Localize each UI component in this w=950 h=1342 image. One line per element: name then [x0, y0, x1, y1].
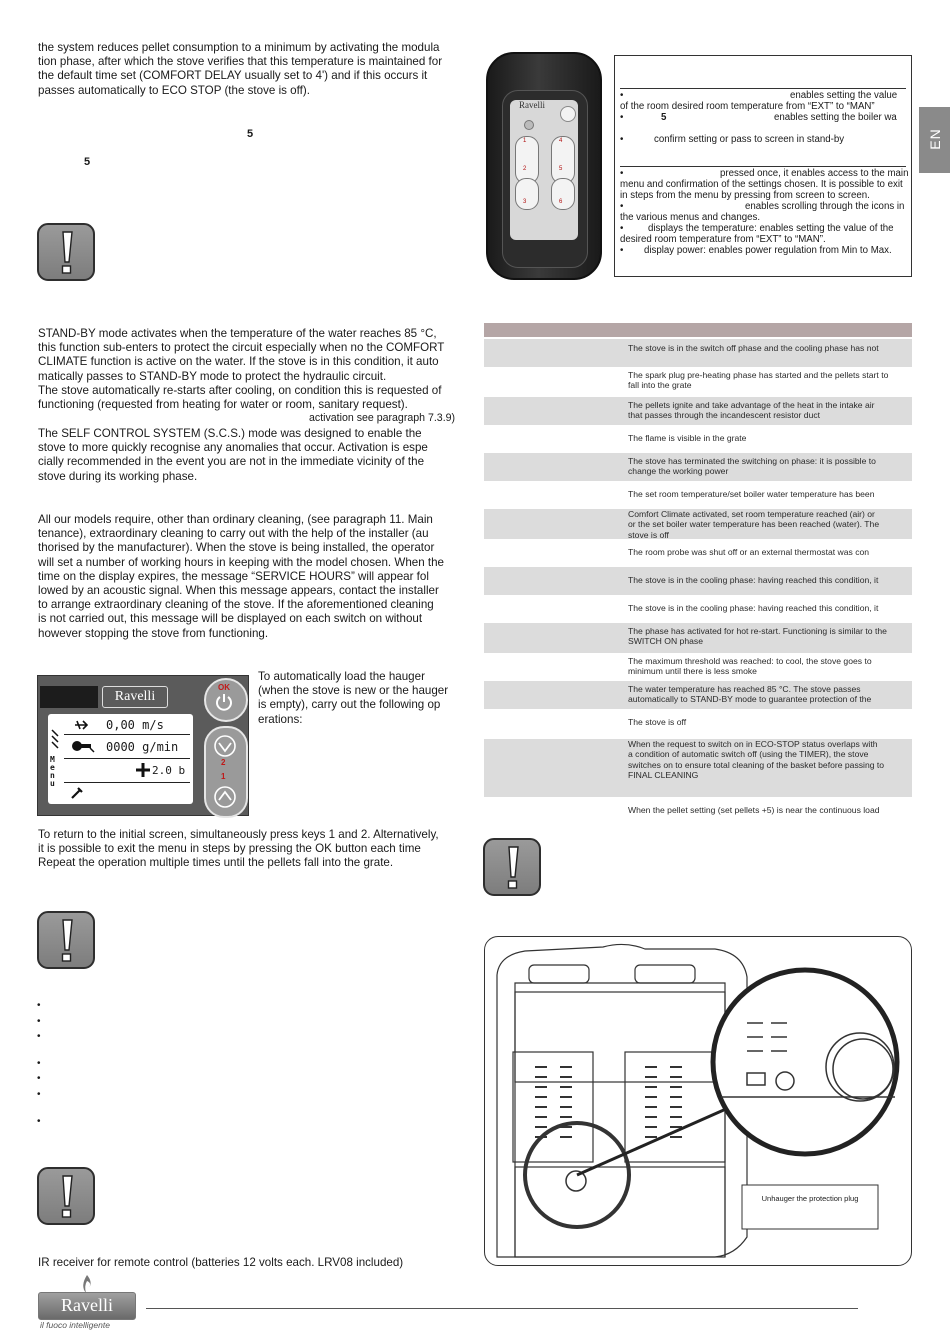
warning-icon [37, 1167, 95, 1225]
text-line: cially recommended in the event you are not in the immediate vicinity of the [38, 455, 425, 469]
hauger-paragraph [258, 670, 466, 727]
status-description [628, 343, 912, 353]
text-line: The pellets ignite and take advantage of the heat in the intake air [628, 400, 875, 410]
remote-key-right-upper[interactable] [551, 136, 575, 184]
stove-rear-figure [484, 936, 912, 1266]
text-line: The stove is in the switch off phase and the cooling phase has not [628, 343, 879, 353]
table-row [484, 567, 912, 595]
status-description [628, 433, 912, 443]
up-key-icon[interactable] [214, 786, 236, 808]
scs-activation-note: activation see paragraph 7.3.9) [309, 412, 456, 424]
menu-label: M e n u [50, 755, 55, 788]
bullet: • [37, 1000, 41, 1011]
remote-control-image: Ravelli 1 4 2 5 3 6 [486, 52, 602, 280]
key-reference: 5 [84, 156, 91, 168]
text-line: stove during its working phase. [38, 469, 198, 483]
text-line: The water temperature has reached 85 °C. The stove passes [628, 684, 861, 694]
service-hours-paragraph [38, 513, 466, 641]
control-panel-image [37, 675, 249, 816]
text-line: minimum until there is less smoke [628, 666, 757, 677]
text-line: To automatically load the hauger [258, 670, 425, 683]
remote-key-right-lower[interactable] [551, 178, 575, 210]
text-line: When the pellet setting (set pellets +5) is near the continuous load [628, 805, 880, 815]
text-line: stove to more quickly recognise any anomalies that occur. Activation is espe [38, 441, 428, 455]
text-line: lowed by an acoustic signal. When this message appears, contact the installer [38, 584, 439, 598]
table-row [484, 481, 912, 509]
text-line: functioning (requested from heating for water or room, sanitary request). [38, 398, 408, 412]
status-description [628, 684, 912, 705]
footer-logo: Ravelli [38, 1292, 136, 1320]
text-line: The room probe was shut off or an external thermostat was con [628, 547, 870, 557]
text-line: The stove is in the cooling phase: having reached this condition, it [628, 575, 879, 585]
text-line: a condition of automatic switch off (using the TIMER), the stove [628, 749, 869, 760]
bullet: • [37, 1058, 41, 1069]
text-line: automatically to STAND-BY mode to guarantee protection of the [628, 694, 872, 705]
pressure-icon [136, 763, 150, 777]
power-icon [215, 693, 233, 711]
text-line: switches on to ensure total cleaning of the basket before passing to [628, 759, 885, 770]
table-row [484, 425, 912, 453]
flame-icon [80, 1274, 94, 1294]
status-description [628, 547, 912, 557]
speed-value: 0,00 m/s [106, 718, 164, 732]
status-description [628, 489, 912, 499]
text-line: The phase has activated for hot re-start. Functioning is similar to the [628, 626, 887, 636]
remote-power-button[interactable] [560, 106, 576, 122]
status-table-header [484, 323, 912, 337]
ir-receiver-text: IR receiver for remote control (batteries 12 volts each. LRV08 included) [38, 1256, 404, 1269]
bullet: • [37, 1016, 41, 1027]
warning-icon [37, 911, 95, 969]
pressure-value: 2.0 b [152, 764, 186, 777]
table-row [484, 339, 912, 367]
table-row [484, 453, 912, 481]
status-description [628, 575, 912, 585]
text-line: will set a number of working hours in keeping with the model chosen. When the [38, 555, 444, 569]
fan-speed-icon [74, 719, 88, 731]
text-line: that passes through the incandescent resistor duct [628, 410, 821, 421]
down-key-icon[interactable] [214, 735, 236, 757]
key-reference: 5 [247, 128, 254, 140]
text-line: To return to the initial screen, simultaneously press keys 1 and 2. Alternatively, [38, 828, 439, 841]
text-line: however stopping the stove from functioning. [38, 626, 269, 640]
warning-icon [37, 223, 95, 281]
key-2-label: 2 [221, 758, 226, 767]
key-1-label: 1 [221, 772, 226, 781]
text-line: the default time set (COMFORT DELAY usually set to 4') and if this occurs it [38, 69, 428, 83]
text-line: When the request to switch on in ECO-STOP status overlaps with [628, 739, 878, 749]
flow-value: 0000 g/min [106, 740, 179, 754]
text-line: The spark plug pre-heating phase has started and the pellets start to [628, 370, 889, 380]
table-row [484, 797, 912, 817]
text-line: to arrange extraordinary cleaning of the stove. If the aforementioned cleaning [38, 598, 434, 612]
table-row [484, 539, 912, 567]
text-line: erations: [258, 712, 303, 726]
text-line: stove is off [628, 529, 669, 540]
return-paragraph [38, 828, 466, 871]
table-row [484, 653, 912, 681]
button-functions-box: • enables setting the value of the room desired room temperature from “EXT” to “MAN” • 5 enables setting the boiler wa • confirm setting or pass to screen in stand-by • pressed once, it enables access to the main menu and confirmation of the settings chosen. It is possible to exit in steps from the menu by pressing from screen to screen. • enables scrolling through the icons in the various menus and changes. • displays the temperature: enables setting the value of the desired room temperature from “EXT” to “MAN”. • display power: enables power regulation from Min to Max. [614, 55, 912, 277]
warning-icon [483, 838, 541, 896]
text-line: Comfort Climate activated, set room temperature reached (air) or [628, 509, 875, 519]
text-line: FINAL CLEANING [628, 770, 699, 781]
wrench-icon [70, 786, 86, 800]
text-line: tion phase, after which the stove verifies that this temperature is maintained for [38, 55, 443, 69]
text-line: The flame is visible in the grate [628, 433, 747, 443]
status-description [628, 400, 912, 421]
text-line: time on the display expires, the message “SERVICE HOURS” will appear fol [38, 569, 429, 583]
footer-rule [146, 1308, 858, 1309]
status-description [628, 626, 912, 647]
status-description [628, 456, 912, 477]
text-line: matically passes to STAND-BY mode to protect the hydraulic circuit. [38, 369, 387, 383]
table-row [484, 623, 912, 653]
text-line: The stove is in the cooling phase: having reached this condition, it [628, 603, 879, 613]
status-description [628, 739, 912, 781]
bullet: • [37, 1089, 41, 1100]
table-row [484, 509, 912, 539]
text-line: The maximum threshold was reached: to cool, the stove goes to [628, 656, 872, 666]
text-line: it is possible to exit the menu in steps by pressing the OK button each time [38, 842, 421, 856]
status-description [628, 603, 912, 613]
footer-tagline: il fuoco intelligente [40, 1320, 110, 1330]
table-row [484, 595, 912, 623]
table-row [484, 709, 912, 739]
modulation-paragraph [38, 41, 466, 98]
text-line: is empty), carry out the following op [258, 698, 441, 712]
bullet: • [37, 1031, 41, 1042]
text-line: The stove has terminated the switching on phase: it is possible to [628, 456, 876, 466]
lcd-display [48, 714, 193, 804]
text-line: The stove is off [628, 717, 687, 727]
text-line: All our models require, other than ordinary cleaning, (see paragraph 11. Main [38, 513, 433, 526]
text-line: Repeat the operation multiple times until the pellets fall into the grate. [38, 856, 394, 870]
table-row [484, 681, 912, 709]
bullet: • [37, 1116, 41, 1127]
language-tab: EN [919, 107, 950, 173]
text-line: change the working power [628, 466, 729, 477]
text-line: or the set boiler water temperature has been reached (water). The [628, 519, 880, 530]
status-description [628, 509, 912, 540]
text-line: The SELF CONTROL SYSTEM (S.C.S.) mode was designed to enable the [38, 427, 422, 440]
text-line: the system reduces pellet consumption to a minimum by activating the modula [38, 41, 440, 54]
text-line: SWITCH ON phase [628, 636, 703, 647]
text-line: CLIMATE function is active on the water. If the stove is in this condition, it auto [38, 355, 439, 369]
text-line: this function sub-enters to protect the circuit especially when no the COMFORT [38, 341, 445, 355]
ravelli-logo: Ravelli [102, 686, 168, 708]
remote-key-left-lower[interactable] [515, 178, 539, 210]
remote-logo: Ravelli [519, 100, 545, 110]
text-line: passes automatically to ECO STOP (the stove is off). [38, 83, 310, 97]
arrow-keys [204, 726, 248, 818]
table-row [484, 739, 912, 797]
text-line: STAND-BY mode activates when the temperature of the water reaches 85 °C, [38, 327, 437, 340]
table-row [484, 367, 912, 397]
status-description [628, 717, 912, 727]
status-description [628, 656, 912, 677]
text-line: The set room temperature/set boiler water temperature has been [628, 489, 875, 499]
status-description [628, 370, 912, 391]
bullet: • [37, 1073, 41, 1084]
callout-label: Unhauger the protection plug [761, 1194, 859, 1203]
text-line: tenance), extraordinary cleaning to carry out with the help of the installer (au [38, 527, 429, 541]
status-description [628, 805, 912, 815]
text-line: (when the stove is new or the hauger [258, 684, 449, 698]
standby-paragraph [38, 327, 466, 412]
auger-icon [70, 739, 96, 753]
ok-button[interactable]: OK [204, 678, 248, 722]
text-line: thorised by the manufacturer). When the stove is being installed, the operator [38, 541, 435, 555]
scs-paragraph [38, 427, 466, 484]
remote-key-left-upper[interactable] [515, 136, 539, 184]
text-line: fall into the grate [628, 380, 692, 391]
text-line: The stove automatically re-starts after cooling, on condition this is requested of [38, 383, 442, 397]
text-line: is not carried out, this message will be displayed on each switch on without [38, 612, 423, 626]
stove-drawing [485, 937, 912, 1266]
table-row [484, 397, 912, 425]
